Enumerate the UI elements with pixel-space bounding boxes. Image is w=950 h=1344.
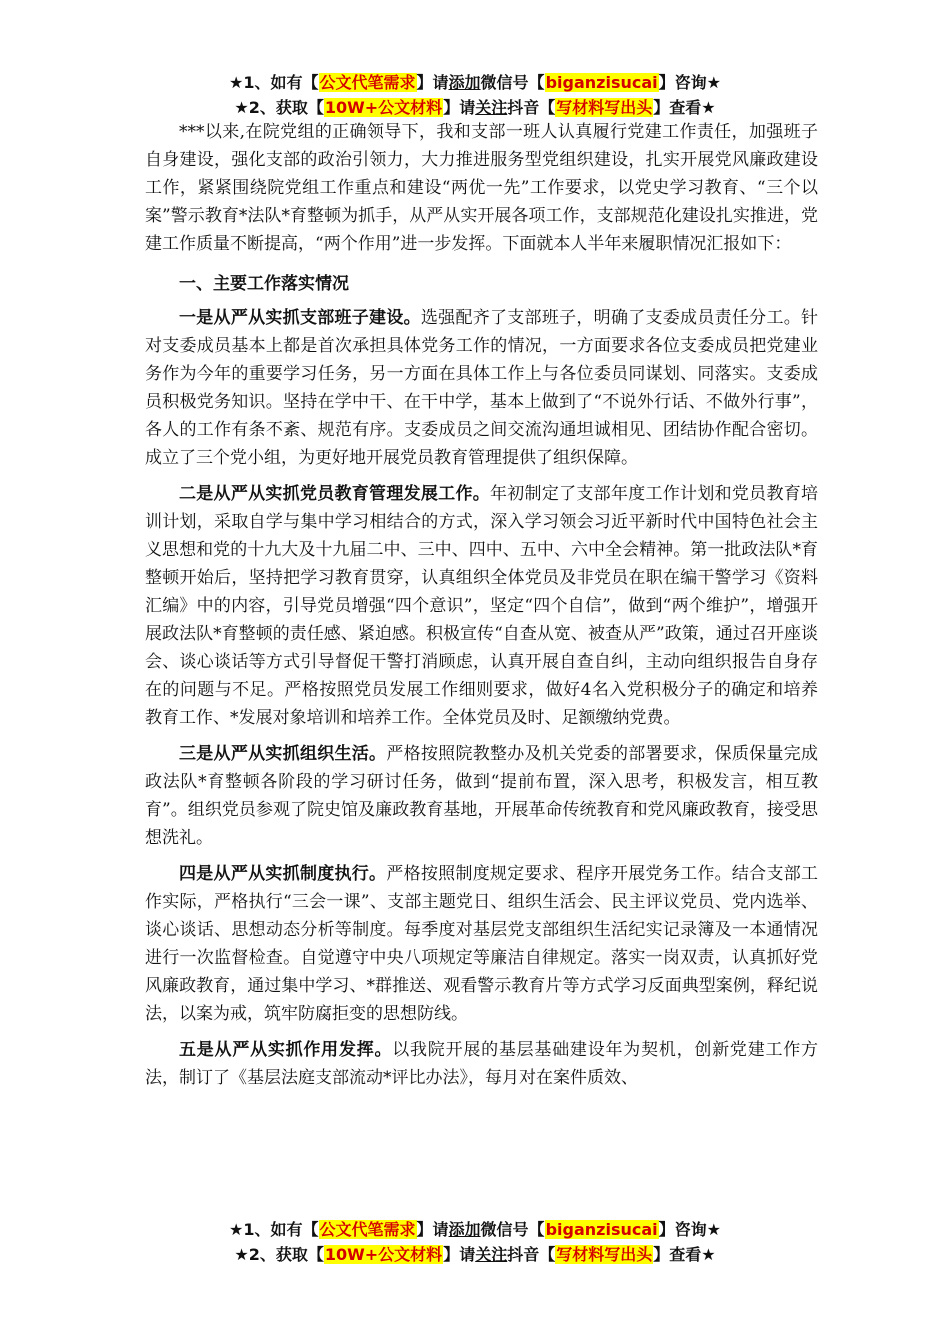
paragraph-text: 选强配齐了支部班子，明确了支委成员责任分工。针对支委成员基本上都是首次承担具体党务工作的情况，一方面要求各位支委成员把党建业务作为今年的重要学习任务，另一方面在具体工作上与各位委员同谋划、同落实。支委成员积极党务知识。坚持在学中干、在干中学，基本上做到了“不说外行话、不做外行事”，各人的工作有条不紊、规范有序。支委成员之间交流沟通坦诚相见、团结协作配合密切。成立了三个党小组，为更好地开展党员教育管理提供了组织保障。 bbox=[145, 308, 819, 468]
paragraph-lead: 一是从严从实抓支部班子建设。 bbox=[179, 308, 421, 328]
banner-text: 】请 bbox=[443, 98, 476, 117]
banner-highlight: biganzisucai bbox=[545, 73, 658, 92]
paragraph-text: 年初制定了支部年度工作计划和党员教育培训计划，采取自学与集中学习相结合的方式，深入学习领会习近平新时代中国特色社会主义思想和党的十九大及十九届二中、三中、四中、五中、六中全会精神。第一批政法队*育整顿开始后，坚持把学习教育贯穿，认真组织全体党员及非党员在职在编干警学习《资料汇编》中的内容，引导党员增强“四个意识”，坚定“四个自信”，做到“两个维护”，增强开展政法队*育整顿的责任感、紧迫感。积极宣传“自查从宽、被查从严”政策，通过召开座谈会、谈心谈话等方式引导督促干警打消顾虑，认真开展自查自纠，主动向组织报告自身存在的问题与不足。严格按照党员发展工作细则要求，做好4名入党积极分子的确定和培养教育工作、*发展对象培训和培养工作。全体党员及时、足额缴纳党费。 bbox=[145, 484, 818, 728]
banner-highlight: 写材料写出头 bbox=[556, 1245, 653, 1264]
promo-banner-footer-line2 bbox=[0, 1243, 950, 1267]
banner-text: ★2、获取【 bbox=[234, 1245, 324, 1264]
paragraph-lead: 五是从严从实抓作用发挥。 bbox=[179, 1040, 393, 1060]
promo-banner-line2 bbox=[0, 96, 950, 120]
document-body bbox=[145, 118, 818, 1092]
banner-text: 】咨询★ bbox=[658, 1220, 721, 1239]
paragraph-lead: 三是从严从实抓组织生活。 bbox=[179, 744, 387, 764]
banner-highlight: 写材料写出头 bbox=[556, 98, 653, 117]
banner-text: 微信号【 bbox=[480, 1220, 545, 1239]
banner-text: ★1、如有【 bbox=[229, 73, 319, 92]
paragraph-lead: 四是从严从实抓制度执行。 bbox=[179, 864, 387, 884]
banner-text: 抖音【 bbox=[507, 98, 556, 117]
banner-text: 】请 bbox=[443, 1245, 476, 1264]
banner-highlight: 公文代笔需求 bbox=[319, 73, 416, 92]
banner-highlight: biganzisucai bbox=[545, 1220, 658, 1239]
intro-paragraph: ***以来,在院党组的正确领导下，我和支部一班人认真履行党建工作责任，加强班子自身建设，强化支部的政治引领力，大力推进服务型党组织建设，扎实开展党风廉政建设工作，紧紧围绕院党组工作重点和建设“两优一先”工作要求，以党史学习教育、“三个以案”警示教育*法队*育整顿为抓手，从严从实开展各项工作，支部规范化建设扎实推进，党建工作质量不断提高，“两个作用”进一步发挥。下面就本人半年来履职情况汇报如下： bbox=[145, 122, 818, 254]
banner-text: ★2、获取【 bbox=[234, 98, 324, 117]
banner-text: 】查看★ bbox=[653, 1245, 716, 1264]
paragraph-4 bbox=[145, 860, 818, 1028]
section-heading: 一、主要工作落实情况 bbox=[179, 274, 349, 294]
paragraph-3 bbox=[145, 740, 818, 852]
banner-underline: 关注 bbox=[475, 1245, 508, 1264]
paragraph-5 bbox=[145, 1036, 818, 1092]
promo-banner-line1 bbox=[0, 71, 950, 95]
banner-underline: 关注 bbox=[475, 98, 508, 117]
paragraph-text: 严格按照制度规定要求、程序开展党务工作。结合支部工作实际，严格执行“三会一课”、支部主题党日、组织生活会、民主评议党员、党内选举、谈心谈话、思想动态分析等制度。每季度对基层党支部组织生活纪实记录簿及一本通情况进行一次监督检查。自觉遵守中央八项规定等廉洁自律规定。落实一岗双责，认真抓好党风廉政教育，通过集中学习、*群推送、观看警示教育片等方式学习反面典型案例，释纪说法，以案为戒，筑牢防腐拒变的思想防线。 bbox=[145, 864, 819, 1024]
banner-underline: 添加 bbox=[448, 1220, 481, 1239]
banner-underline: 添加 bbox=[448, 73, 481, 92]
banner-text: 】咨询★ bbox=[658, 73, 721, 92]
paragraph-lead: 二是从严从实抓党员教育管理发展工作。 bbox=[179, 484, 490, 504]
banner-text: 】查看★ bbox=[653, 98, 716, 117]
paragraph-2 bbox=[145, 480, 818, 732]
paragraph-text: 以我院开展的基层基础建设年为契机，创新党建工作方法，制订了《基层法庭支部流动*评比办法》，每月对在案件质效、 bbox=[145, 1040, 819, 1088]
banner-highlight: 10W+公文材料 bbox=[324, 98, 443, 117]
banner-highlight: 10W+公文材料 bbox=[324, 1245, 443, 1264]
banner-text: 微信号【 bbox=[480, 73, 545, 92]
banner-text: ★1、如有【 bbox=[229, 1220, 319, 1239]
paragraph-1 bbox=[145, 304, 818, 472]
banner-text: 】请 bbox=[416, 73, 449, 92]
banner-text: 】请 bbox=[416, 1220, 449, 1239]
promo-banner-footer-line1 bbox=[0, 1218, 950, 1242]
banner-text: 抖音【 bbox=[507, 1245, 556, 1264]
paragraph-text: 严格按照院教整办及机关党委的部署要求，保质保量完成政法队*育整顿各阶段的学习研讨任务，做到“提前布置，深入思考，积极发言，相互教育”。组织党员参观了院史馆及廉政教育基地，开展革命传统教育和党风廉政教育，接受思想洗礼。 bbox=[145, 744, 819, 848]
banner-highlight: 公文代笔需求 bbox=[319, 1220, 416, 1239]
